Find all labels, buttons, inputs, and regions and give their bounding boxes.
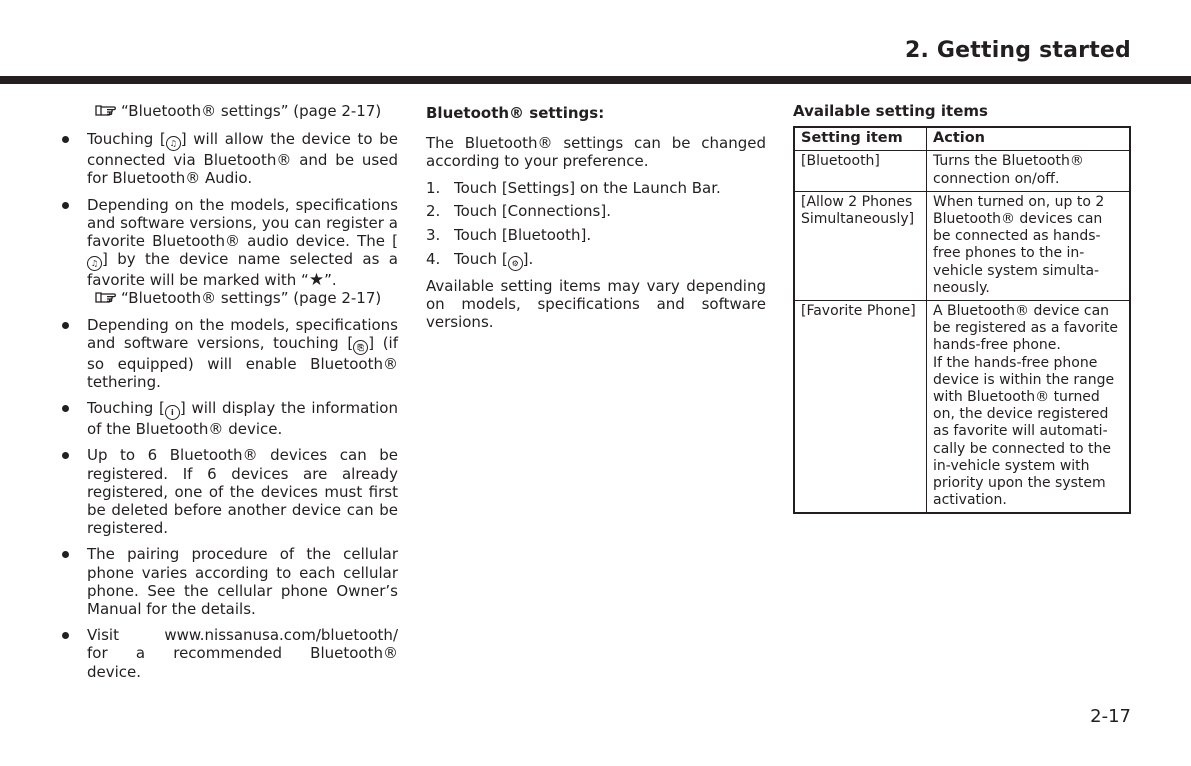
list-item: Depending on the models, specifications and software versions, you can register a favorite Bluetooth® audio device. The [♫ ] by the device name selected as a favorite will be marked with “★”. “Bluetooth® settings” (page 2-17) xyxy=(58,196,398,308)
table-heading: Available setting items xyxy=(793,102,988,120)
music-note-icon: ♫ xyxy=(87,256,102,271)
note-text: Available setting items may vary depending on models, specifications and software versions. xyxy=(426,277,766,332)
step-item: 4. Touch [ ⚙ ]. xyxy=(426,250,766,271)
action-cell: When turned on, up to 2 Bluetooth® devices can be connected as hands-free phones to the in-vehicle system simultaneously. xyxy=(927,191,1131,300)
setting-item-cell: [Bluetooth] xyxy=(794,151,927,191)
step-item: 2. Touch [Connections]. xyxy=(426,202,611,221)
page-reference[interactable] xyxy=(58,102,398,120)
column-header: Setting item xyxy=(794,127,927,151)
table-row xyxy=(794,151,1130,191)
middle-column xyxy=(426,100,766,340)
action-cell: Turns the Bluetooth® connection on/off. xyxy=(927,151,1131,191)
page-number: 2-17 xyxy=(1090,706,1131,727)
table-row xyxy=(794,191,1130,300)
star-icon: ★ xyxy=(308,270,325,291)
pointing-hand-reference-icon xyxy=(95,104,117,117)
action-cell: A Bluetooth® device can be registered as a favorite hands-free phone. If the hands-free phone device is within the range with Bluetooth® turned on, the device registered as favorite will automatically be connected to the in-vehicle system with priority upon the system activation. xyxy=(927,301,1131,514)
setting-item-cell: [Allow 2 Phones Simultaneously] xyxy=(794,191,927,300)
left-column xyxy=(58,100,398,689)
section-heading: Bluetooth® settings: xyxy=(426,104,605,122)
list-item: The pairing procedure of the cellular phone varies according to each cellular phone. See the cellular phone Owner’s Manual for the details. xyxy=(58,545,398,618)
list-item: Touching [ i ] will display the information of the Bluetooth® device. xyxy=(58,399,398,438)
music-note-icon: ♫ xyxy=(166,136,181,151)
step-item: 1. Touch [Settings] on the Launch Bar. xyxy=(426,178,721,197)
list-item: Up to 6 Bluetooth® devices can be registered. If 6 devices are already registered, one of the devices must first be deleted before another device can be registered. xyxy=(58,446,398,537)
intro-text: The Bluetooth® settings can be changed according to your preference. xyxy=(426,134,766,171)
steps-list xyxy=(426,179,766,271)
reference-text: “Bluetooth® settings” (page 2-17) xyxy=(121,289,382,308)
info-icon: i xyxy=(165,405,180,420)
list-item: Touching [ ♫ ] will allow the device to be connected via Bluetooth® and be used for Bluetooth® Audio. xyxy=(58,130,398,187)
header-rule xyxy=(0,76,1191,84)
pointing-hand-reference-icon xyxy=(95,291,117,304)
table-row xyxy=(794,301,1130,514)
chapter-title: 2. Getting started xyxy=(904,38,1131,63)
column-header: Action xyxy=(927,127,1131,151)
link-line[interactable]: Visit www.nissanusa.com/bluetooth/ xyxy=(87,626,398,645)
list-item: Depending on the models, specifications and software versions, touching [ ⎘ ] (if so equipped) will enable Bluetooth® tethering. xyxy=(58,316,398,392)
tethering-icon: ⎘ xyxy=(353,340,368,355)
reference-text: “Bluetooth® settings” (page 2-17) xyxy=(121,102,382,120)
setting-item-cell: [Favorite Phone] xyxy=(794,301,927,514)
step-item: 3. Touch [Bluetooth]. xyxy=(426,226,592,245)
page-reference[interactable] xyxy=(87,289,398,307)
table-header-row xyxy=(794,127,1130,151)
gear-icon: ⚙ xyxy=(508,256,523,271)
settings-table xyxy=(793,126,1131,514)
bullet-list xyxy=(58,130,398,681)
list-item: Visit www.nissanusa.com/bluetooth/ for a recommended Bluetooth® device. xyxy=(58,626,398,681)
right-column xyxy=(793,100,1131,514)
